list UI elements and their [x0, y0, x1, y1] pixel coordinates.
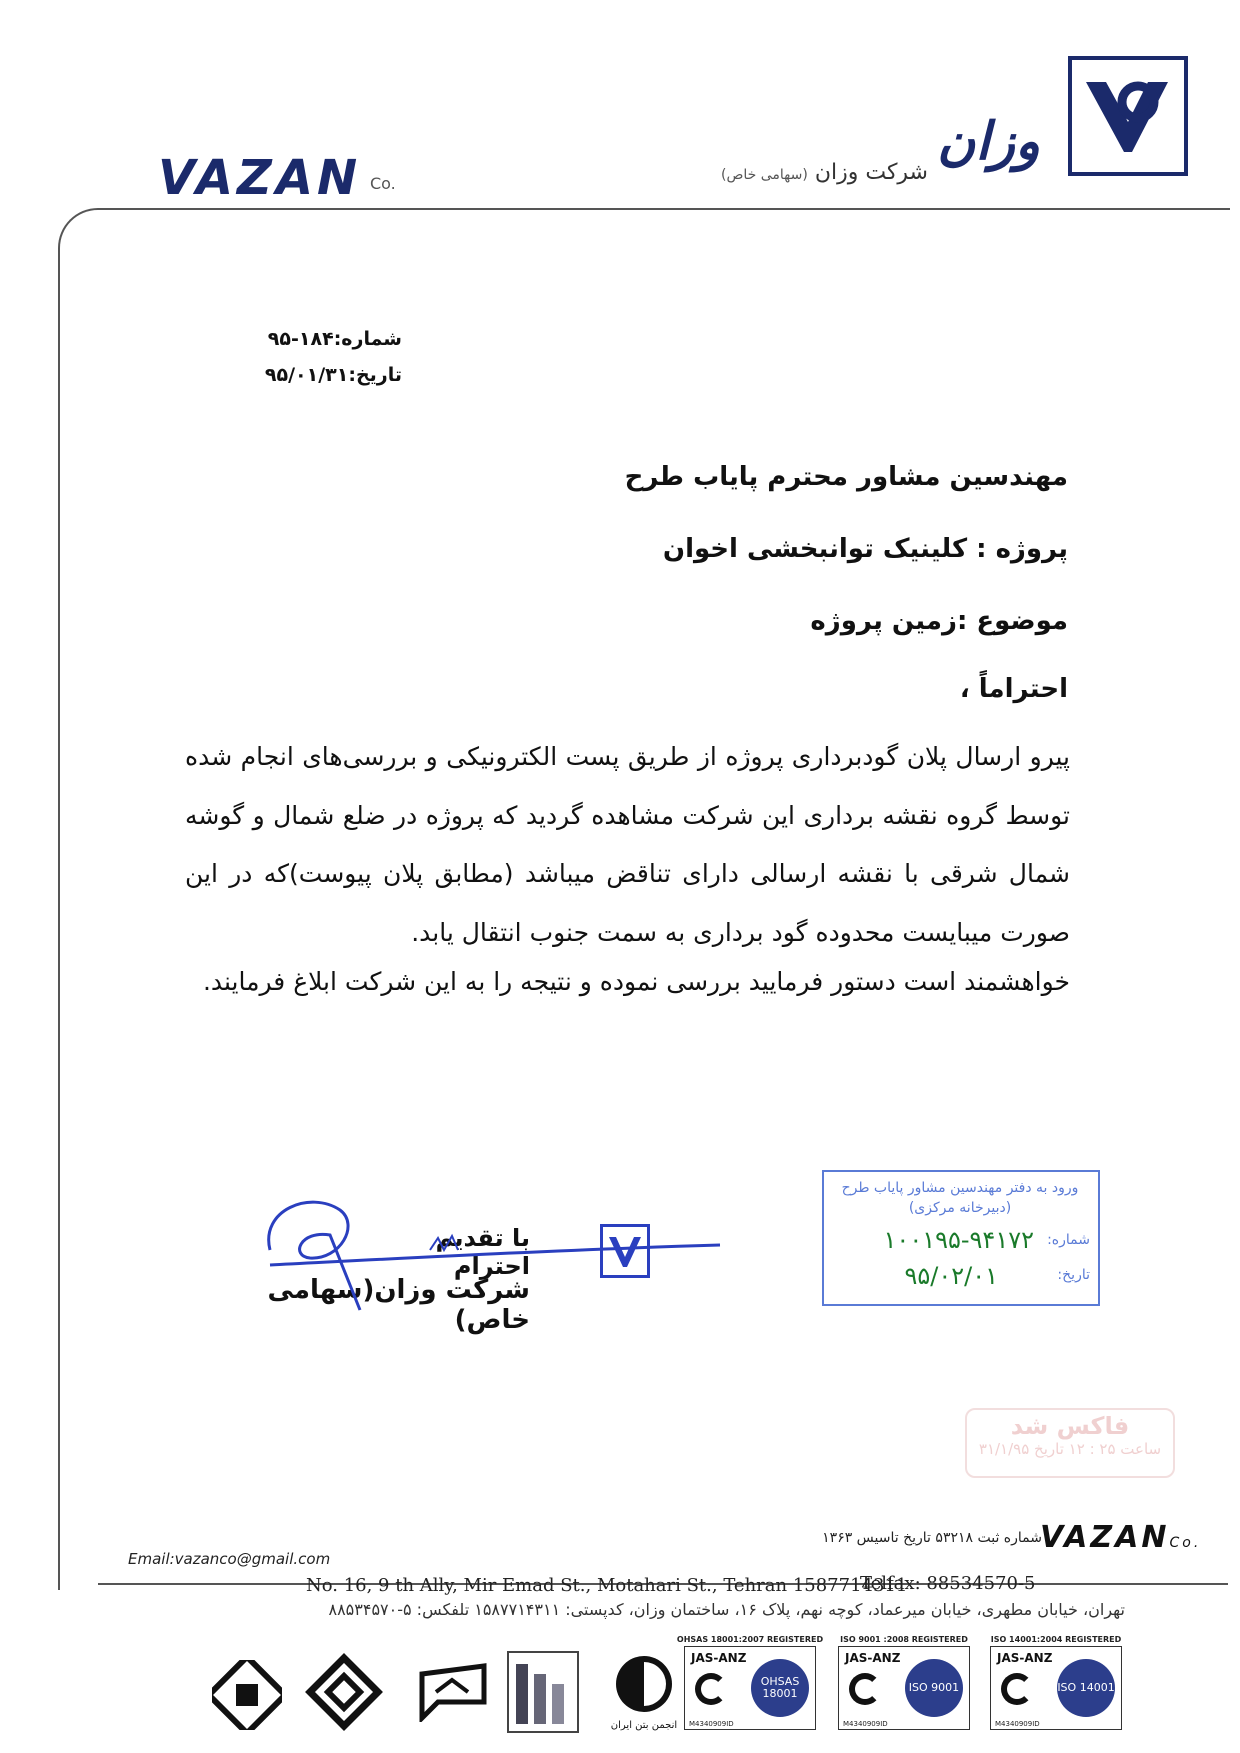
received-number: ۱۰۰۱۹۵-۹۴۱۷۲: [883, 1226, 1034, 1254]
cert-jas-label: JAS-ANZ: [845, 1651, 901, 1665]
received-date: ۹۵/۰۲/۰۱: [904, 1262, 998, 1290]
builders-association-logo-icon: [304, 1652, 384, 1732]
cert-iso14001-seal: ISO 14001: [1057, 1659, 1115, 1717]
building-association-logo-icon: [506, 1650, 580, 1734]
fax-stamp: [965, 1408, 1175, 1478]
subject-line: موضوع :زمین پروژه: [810, 606, 1068, 636]
body-paragraph: پیرو ارسال پلان گودبرداری پروژه از طریق پست الکترونیکی و بررسی‌های انجام شده توسط گروه نقشه برداری این شرکت مشاهده گردید که پروژه در ضلع شمال و گوشه شمال شرقی با نقشه ارسالی دارای تناقض میباشد (مطابق پلان پیوست)که در این صورت میبایست محدوده گود برداری به سمت جنوب انتقال یابد.: [185, 742, 1070, 947]
received-date-label: تاریخ:: [1057, 1267, 1090, 1283]
cert-code: M4340909ID: [843, 1720, 888, 1728]
footer-logo-text: VAZAN: [1040, 1520, 1170, 1555]
brand-name-en: VAZAN: [158, 150, 362, 206]
company-name-fa: [721, 160, 928, 185]
registration-info: شماره ثبت ۵۳۲۱۸ تاریخ تاسیس ۱۳۶۳: [822, 1530, 1042, 1546]
received-stamp: [822, 1170, 1100, 1306]
project-line: پروژه : کلینیک توانبخشی اخوان: [662, 534, 1068, 564]
cert-iso14001-header: ISO 14001:2004 REGISTERED: [990, 1635, 1122, 1644]
footer-telfax: Telfax: 88534570-5: [860, 1573, 1036, 1594]
company-type: (سهامی خاص): [720, 167, 808, 183]
cert-ohsas-header: OHSAS 18001:2007 REGISTERED: [676, 1635, 824, 1644]
cert-iso9001-header: ISO 9001 :2008 REGISTERED: [840, 1635, 968, 1644]
company-logo-mark: [1068, 56, 1188, 176]
footer-email: Email:vazanco@gmail.com: [128, 1550, 331, 1568]
cert-ohsas: [676, 1635, 824, 1735]
fax-stamp-title: فاکس شد: [1010, 1412, 1130, 1440]
engineering-org-logo-icon: [418, 1662, 488, 1722]
footer-logo: [1040, 1520, 1201, 1555]
cert-iso14001: [986, 1635, 1126, 1735]
recipient: مهندسین مشاور محترم پایاب طرح: [624, 462, 1068, 492]
brand-suffix: Co.: [370, 174, 396, 193]
letter-number-label: شماره:: [333, 328, 402, 350]
cert-code: M4340909ID: [995, 1720, 1040, 1728]
vazan-emblem-icon: [1072, 60, 1184, 172]
cert-code: M4340909ID: [689, 1720, 734, 1728]
letter-date-label: تاریخ:: [348, 364, 402, 386]
received-stamp-title: ورود به دفتر مهندسین مشاور پایاب طرح (دبیرخانه مرکزی): [841, 1180, 1079, 1216]
cert-iso9001-badge: [838, 1646, 970, 1730]
letter-date-value: ۹۵/۰۱/۳۱: [264, 364, 349, 386]
signatory: شرکت وزان(سهامی خاص): [267, 1275, 530, 1335]
concrete-association-caption: انجمن بتن ایران: [610, 1720, 678, 1731]
letter-date: [262, 364, 402, 386]
cert-jas-label: JAS-ANZ: [691, 1651, 747, 1665]
brand-name-fa: وزان: [937, 112, 1040, 172]
letter-number-value: ۱۸۴-۹۵: [267, 328, 334, 350]
concrete-association-logo: [604, 1652, 684, 1731]
footer-address-fa: تهران، خیابان مطهری، خیابان میرعماد، کوچه نهم، پلاک ۱۶، ساختمان وزان، کدپستی: ۱۵۸۷۷۱۴۳۱۱ تلفکس: ۵-۸۸۵۳۴۵۷۰: [328, 1600, 1125, 1619]
body-request: خواهشمند است دستور فرمایید بررسی نموده و نتیجه را به این شرکت ابلاغ فرمایند.: [202, 967, 1070, 996]
footer-logo-suffix: Co.: [1169, 1535, 1202, 1551]
certification-c-icon: [1001, 1673, 1033, 1705]
cert-ohsas-seal: OHSAS 18001: [751, 1659, 809, 1717]
cert-iso9001-seal: ISO 9001: [905, 1659, 963, 1717]
closing-line: با تقدیم احترام: [435, 1224, 530, 1280]
cert-ohsas-badge: [684, 1646, 816, 1730]
certification-c-icon: [849, 1673, 881, 1705]
cert-iso14001-badge: [990, 1646, 1122, 1730]
footer-address-en: No. 16, 9 th Ally, Mir Emad St., Motahari St., Tehran 1587714311: [306, 1575, 908, 1596]
certification-c-icon: [695, 1673, 727, 1705]
association-logo-icon: [212, 1660, 282, 1730]
received-number-label: شماره:: [1047, 1232, 1090, 1248]
company-name: شرکت وزان: [814, 160, 928, 185]
handwritten-signature: [250, 1190, 730, 1330]
letter-number: [262, 328, 402, 350]
fax-stamp-detail: ساعت ۲۵ : ۱۲ تاریخ ۳۱/۱/۹۵: [978, 1440, 1162, 1458]
cert-iso9001: [834, 1635, 974, 1735]
greeting: احتراماً ،: [959, 674, 1068, 704]
concrete-association-icon: [612, 1652, 676, 1716]
cert-jas-label: JAS-ANZ: [997, 1651, 1053, 1665]
